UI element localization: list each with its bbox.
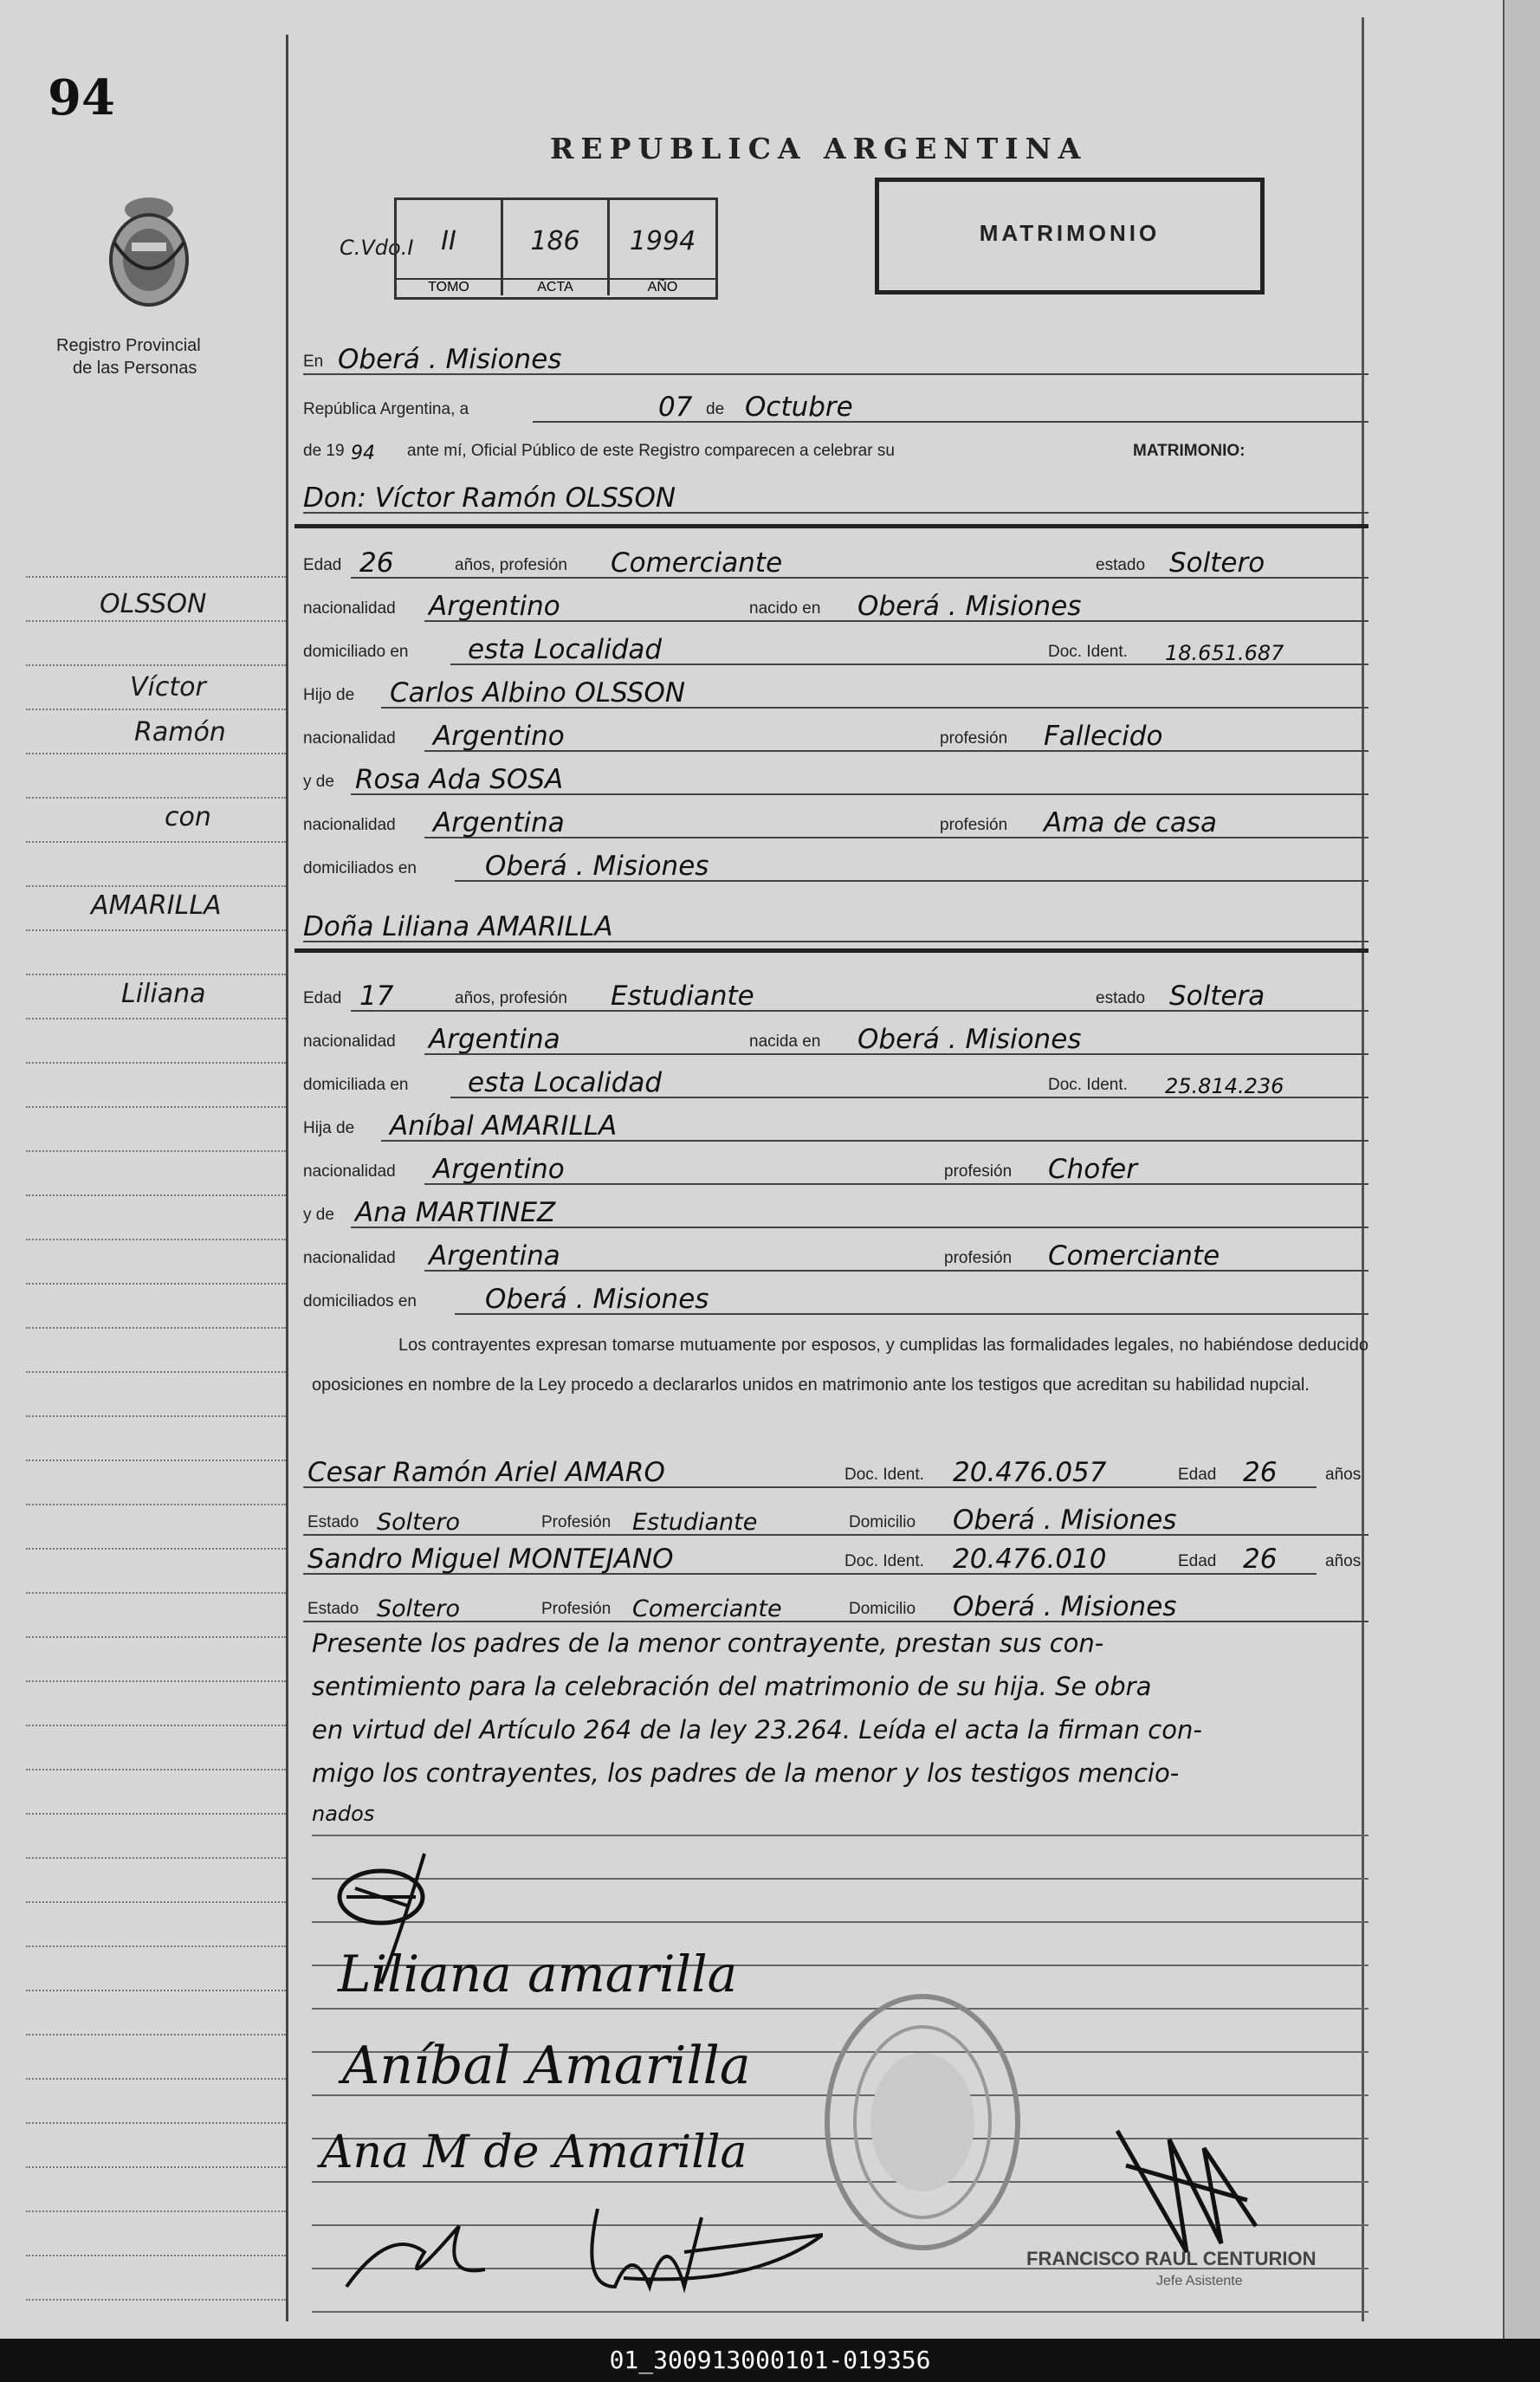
registry-name-1: Registro Provincial (56, 336, 201, 355)
bride-profession: Estudiante (611, 981, 754, 1012)
appear-text: ante mí, Oficial Público de este Registro comparecen a celebrar su (407, 442, 895, 460)
margin-note: Liliana (121, 979, 206, 1009)
witness-name: Sandro Miguel MONTEJANO (307, 1544, 674, 1575)
acta-label: ACTA (503, 278, 607, 295)
margin-rule-line (26, 1327, 286, 1329)
bride-age-row (303, 970, 1369, 1019)
republic-label: República Argentina, a (303, 400, 469, 418)
acta-value: 186 (530, 226, 580, 256)
bride-age: 17 (359, 981, 394, 1012)
groom-father-profession: Fallecido (1044, 721, 1163, 752)
note-line: migo los contrayentes, los padres de la menor y los testigos mencio- (312, 1758, 1180, 1788)
margin-rule-line (26, 664, 286, 666)
country-title: REPUBLICA ARGENTINA (550, 132, 1088, 165)
label: Doc. Ident. (1048, 643, 1128, 661)
margin-rule-line (26, 1725, 286, 1726)
signature-father: Aníbal Amarilla (342, 2036, 751, 2096)
groom-mother-profession: Ama de casa (1044, 807, 1218, 838)
officer-stamp-name: FRANCISCO RAUL CENTURION (1026, 2248, 1317, 2269)
margin-rule-line (26, 1194, 286, 1196)
body-rule-line (312, 1835, 1369, 1836)
binding-margin-line (286, 35, 288, 2321)
bride-name-row (303, 901, 1369, 949)
margin-rule-line (26, 2078, 286, 2080)
margin-rule-line (26, 974, 286, 975)
margin-rule-line (26, 1857, 286, 1859)
registry-name-2: de las Personas (73, 359, 197, 378)
witness-name: Cesar Ramón Ariel AMARO (307, 1457, 665, 1488)
margin-rule-line (26, 1018, 286, 1019)
label: Doc. Ident. (844, 1552, 924, 1570)
bride-name: Doña Liliana AMARILLA (303, 911, 613, 942)
body-rule-line (312, 2311, 1369, 2313)
signature-scribble-icon (338, 2191, 823, 2308)
margin-rule-line (26, 2210, 286, 2212)
groom-status: Soltero (1169, 547, 1265, 579)
bride-father-profession: Chofer (1048, 1154, 1137, 1185)
groom-nationality: Argentino (429, 591, 560, 622)
margin-rule-line (26, 1901, 286, 1903)
label: y de (303, 1206, 334, 1224)
date-value: 07 (658, 392, 693, 423)
groom-parents-domicile-row (303, 840, 1369, 889)
margin-note: Ramón (134, 717, 226, 748)
de-label: de (706, 400, 725, 418)
witness-status: Soltero (377, 1596, 460, 1622)
witness-age: 26 (1243, 1457, 1278, 1488)
label: domiciliados en (303, 859, 417, 877)
bride-father: Aníbal AMARILLA (390, 1110, 618, 1142)
place-value: Oberá . Misiones (338, 344, 562, 375)
label: años (1325, 1466, 1362, 1484)
section-rule (294, 948, 1369, 953)
bride-status: Soltera (1169, 981, 1265, 1012)
margin-rule-line (26, 1062, 286, 1064)
margin-rule-line (26, 1680, 286, 1682)
label: Domicilio (849, 1600, 916, 1618)
record-number-box (394, 197, 718, 300)
margin-rule-line (26, 1106, 286, 1108)
groom-name-row (303, 472, 1369, 521)
margin-note: OLSSON (100, 589, 207, 619)
witness-1-row (303, 1447, 1369, 1495)
label: estado (1096, 556, 1146, 574)
signature-bride: Liliana amarilla (338, 1945, 738, 2003)
margin-rule-line (26, 1548, 286, 1550)
label: Estado (307, 1600, 359, 1618)
section-rule (294, 524, 1369, 528)
margin-rule-line (26, 841, 286, 843)
label: Profesión (541, 1513, 611, 1531)
margin-rule-line (26, 753, 286, 754)
label: Doc. Ident. (844, 1466, 924, 1484)
handwritten-code: C.Vdo.I (340, 236, 414, 260)
matrimonio-box (875, 178, 1265, 295)
groom-name: Don: Víctor Ramón OLSSON (303, 482, 676, 514)
year-prefix: de 19 (303, 442, 345, 460)
groom-mother-nat-row (303, 797, 1369, 845)
margin-rule-line (26, 929, 286, 931)
signature-mother: Ana M de Amarilla (320, 2126, 747, 2178)
label: años, profesión (455, 989, 567, 1007)
margin-rule-line (26, 885, 286, 887)
ano-value: 1994 (629, 226, 696, 256)
intro-year-row (303, 423, 1369, 471)
margin-rule-line (26, 2166, 286, 2168)
tomo-value: II (441, 226, 456, 256)
bride-mother: Ana MARTINEZ (355, 1197, 556, 1228)
en-label: En (303, 353, 324, 371)
margin-rule-line (26, 1504, 286, 1505)
bride-father-nat-row (303, 1143, 1369, 1192)
witness-domicile: Oberá . Misiones (953, 1505, 1177, 1536)
bride-father-row (303, 1100, 1369, 1149)
margin-rule-line (26, 709, 286, 710)
groom-age: 26 (359, 547, 394, 579)
adjacent-page-edge (1503, 0, 1540, 2339)
witness-age: 26 (1243, 1544, 1278, 1575)
margin-rule-line (26, 2255, 286, 2256)
tomo-label: TOMO (397, 278, 501, 295)
witness-status: Soltero (377, 1509, 460, 1536)
note-line: en virtud del Artículo 264 de la ley 23.264. Leída el acta la firman con- (312, 1715, 1202, 1744)
label: profesión (940, 816, 1008, 834)
label: nacida en (749, 1032, 821, 1051)
margin-rule-line (26, 1592, 286, 1594)
groom-doc-id: 18.651.687 (1165, 641, 1284, 665)
groom-nationality-row (303, 580, 1369, 629)
label: Domicilio (849, 1513, 916, 1531)
folio-number: 94 (48, 69, 115, 126)
margin-rule-line (26, 1371, 286, 1373)
label: nacionalidad (303, 1032, 396, 1051)
label: nacionalidad (303, 599, 396, 618)
margin-rule-line (26, 1945, 286, 1947)
label: Profesión (541, 1600, 611, 1618)
label: y de (303, 773, 334, 791)
bride-mother-profession: Comerciante (1048, 1240, 1220, 1272)
label: Edad (303, 989, 342, 1007)
body-rule-line (312, 1878, 1369, 1880)
groom-mother-nationality: Argentina (433, 807, 565, 838)
bride-domicile: esta Localidad (468, 1067, 663, 1098)
declaration-text: Los contrayentes expresan tomarse mutuamente por esposos, y cumplidas las formalidades legales, no habiéndose deducido oposiciones en nombre de la Ley procedo a declararlos unidos en matrimonio ante los testigos que acreditan su habilidad nupcial. (312, 1336, 1369, 1395)
margin-rule-line (26, 1460, 286, 1461)
coat-of-arms-icon (97, 191, 201, 312)
groom-father-nationality: Argentino (433, 721, 565, 752)
margin-rule-line (26, 1636, 286, 1638)
groom-father-nat-row (303, 710, 1369, 759)
label: años, profesión (455, 556, 567, 574)
label: años (1325, 1552, 1362, 1570)
margin-rule-line (26, 576, 286, 578)
witness-doc-id: 20.476.057 (953, 1457, 1107, 1488)
label: nacido en (749, 599, 821, 618)
officer-signature-icon (1109, 2113, 1265, 2265)
witness-profession: Comerciante (632, 1596, 782, 1622)
label: estado (1096, 989, 1146, 1007)
body-rule-line (312, 1921, 1369, 1923)
groom-age-row (303, 537, 1369, 586)
label: Estado (307, 1513, 359, 1531)
witness-profession: Estudiante (632, 1509, 758, 1536)
groom-domicile-row (303, 624, 1369, 672)
bride-mother-nat-row (303, 1230, 1369, 1278)
bride-birthplace: Oberá . Misiones (857, 1024, 1082, 1055)
label: Doc. Ident. (1048, 1076, 1128, 1094)
label: domiciliada en (303, 1076, 409, 1094)
label: nacionalidad (303, 729, 396, 748)
bride-doc-id: 25.814.236 (1165, 1074, 1284, 1098)
label: profesión (940, 729, 1008, 748)
margin-rule-line (26, 797, 286, 799)
label: Edad (1178, 1466, 1217, 1484)
margin-rule-line (26, 2299, 286, 2301)
groom-domicile: esta Localidad (468, 634, 663, 665)
label: domiciliados en (303, 1292, 417, 1311)
bride-nationality-row (303, 1013, 1369, 1062)
groom-father: Carlos Albino OLSSON (390, 677, 686, 709)
witness-2-details-row (303, 1581, 1369, 1629)
bride-domicile-row (303, 1057, 1369, 1105)
note-line: sentimiento para la celebración del matrimonio de su hija. Se obra (312, 1672, 1152, 1701)
groom-birthplace: Oberá . Misiones (857, 591, 1082, 622)
year-value: 94 (351, 443, 375, 464)
label: domiciliado en (303, 643, 409, 661)
label: profesión (944, 1249, 1013, 1267)
officer-stamp-title: Jefe Asistente (1156, 2274, 1243, 2288)
ano-label: AÑO (610, 278, 715, 295)
label: nacionalidad (303, 1249, 396, 1267)
margin-rule-line (26, 2122, 286, 2124)
bride-nationality: Argentina (429, 1024, 560, 1055)
label: Hijo de (303, 686, 355, 704)
bride-parents-domicile: Oberá . Misiones (485, 1284, 709, 1315)
label: Edad (1178, 1552, 1217, 1570)
appear-bold: MATRIMONIO: (1133, 442, 1246, 460)
margin-rule-line (26, 1415, 286, 1417)
margin-rule-line (26, 1769, 286, 1770)
label: profesión (944, 1162, 1013, 1181)
bride-mother-row (303, 1187, 1369, 1235)
margin-rule-line (26, 2034, 286, 2036)
margin-note: AMARILLA (91, 890, 222, 921)
groom-profession: Comerciante (611, 547, 783, 579)
groom-parents-domicile: Oberá . Misiones (485, 851, 709, 882)
margin-rule-line (26, 1150, 286, 1152)
margin-rule-line (26, 1283, 286, 1285)
groom-mother-row (303, 754, 1369, 802)
margin-rule-line (26, 1990, 286, 1991)
bride-mother-nationality: Argentina (429, 1240, 560, 1272)
label: Hija de (303, 1119, 355, 1137)
margin-note: con (165, 802, 211, 832)
bride-parents-domicile-row (303, 1273, 1369, 1322)
label: nacionalidad (303, 816, 396, 834)
witness-doc-id: 20.476.010 (953, 1544, 1107, 1575)
groom-mother: Rosa Ada SOSA (355, 764, 564, 795)
file-id-footer: 01_300913000101-019356 (0, 2339, 1540, 2382)
margin-rule-line (26, 1239, 286, 1240)
witness-2-row (303, 1533, 1369, 1582)
bride-father-nationality: Argentino (433, 1154, 565, 1185)
record-type-label: MATRIMONIO (979, 220, 1161, 246)
label: nacionalidad (303, 1162, 396, 1181)
intro-place-row (303, 333, 1369, 382)
margin-note: Víctor (130, 672, 206, 702)
witness-domicile: Oberá . Misiones (953, 1591, 1177, 1622)
margin-rule-line (26, 1813, 286, 1815)
label: Edad (303, 556, 342, 574)
note-line: Presente los padres de la menor contrayente, prestan sus con- (312, 1628, 1104, 1658)
month-value: Octubre (745, 392, 853, 423)
groom-father-row (303, 667, 1369, 715)
official-seal-icon (819, 1988, 1026, 2256)
note-line: nados (312, 1802, 375, 1826)
margin-rule-line (26, 620, 286, 622)
